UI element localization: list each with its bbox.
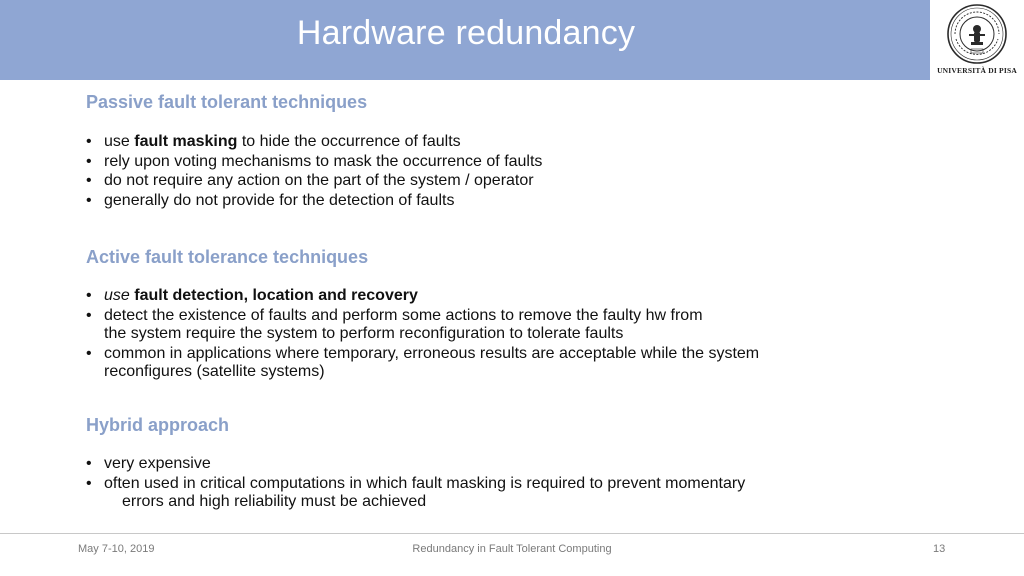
footer-title: Redundancy in Fault Tolerant Computing xyxy=(412,543,612,555)
bullet-bold-text: fault masking xyxy=(134,133,238,150)
bullet-list-active xyxy=(86,287,759,381)
bullet-text: rely upon voting mechanisms to mask the occurrence of faults xyxy=(104,152,543,170)
logo-caption: UNIVERSITÀ DI PISA xyxy=(937,66,1017,75)
bullet-text: use xyxy=(104,133,135,150)
bullet-list-passive xyxy=(86,132,542,210)
bullet-icon: • xyxy=(86,475,92,492)
section-title-passive: Passive fault tolerant techniques xyxy=(86,92,368,112)
bullet-text: common in applications where temporary, erroneous results are acceptable while the system xyxy=(104,345,760,362)
bullet-italic-text: use xyxy=(104,287,130,304)
bullet-icon: • xyxy=(86,307,92,324)
bullet-text: to hide the occurrence of faults xyxy=(237,133,461,150)
bullet-text: generally do not provide for the detection of faults xyxy=(104,191,455,209)
bullet-text-continued: the system require the system to perform reconfiguration to tolerate faults xyxy=(104,325,624,342)
bullet-icon: • xyxy=(86,345,92,362)
bullet-text-continued: reconfigures (satellite systems) xyxy=(104,363,325,380)
list-item xyxy=(86,287,759,305)
list-item xyxy=(86,345,759,381)
list-item xyxy=(86,307,759,343)
bullet-text: do not require any action on the part of the system / operator xyxy=(104,172,534,189)
bullet-icon: • xyxy=(86,287,92,304)
list-item xyxy=(86,191,542,211)
list-item xyxy=(86,171,542,191)
bullet-icon: • xyxy=(86,152,92,170)
section-title-hybrid: Hybrid approach xyxy=(86,415,230,435)
list-item xyxy=(86,152,542,172)
list-item xyxy=(86,455,745,473)
list-item xyxy=(86,132,542,152)
bullet-text-continued: errors and high reliability must be achieved xyxy=(122,493,427,510)
list-item xyxy=(86,475,745,511)
bullet-icon: • xyxy=(86,133,92,150)
bullet-text: very expensive xyxy=(104,455,211,472)
bullet-text: often used in critical computations in which fault masking is required to prevent momentary xyxy=(104,475,746,492)
footer-divider xyxy=(0,533,1024,534)
page-number: 13 xyxy=(933,543,946,555)
slide-title: Hardware redundancy xyxy=(296,14,636,52)
university-logo xyxy=(930,0,1024,80)
section-title-active: Active fault tolerance techniques xyxy=(86,247,369,267)
bullet-list-hybrid xyxy=(86,455,745,511)
bullet-bold-text: fault detection, location and recovery xyxy=(129,287,418,304)
bullet-text: detect the existence of faults and perform some actions to remove the faulty hw from xyxy=(104,307,703,324)
bullet-icon: • xyxy=(86,172,92,189)
bullet-icon: • xyxy=(86,191,92,209)
bullet-icon: • xyxy=(86,455,92,472)
footer-date: May 7-10, 2019 xyxy=(78,543,155,555)
university-seal-icon xyxy=(946,3,1008,65)
